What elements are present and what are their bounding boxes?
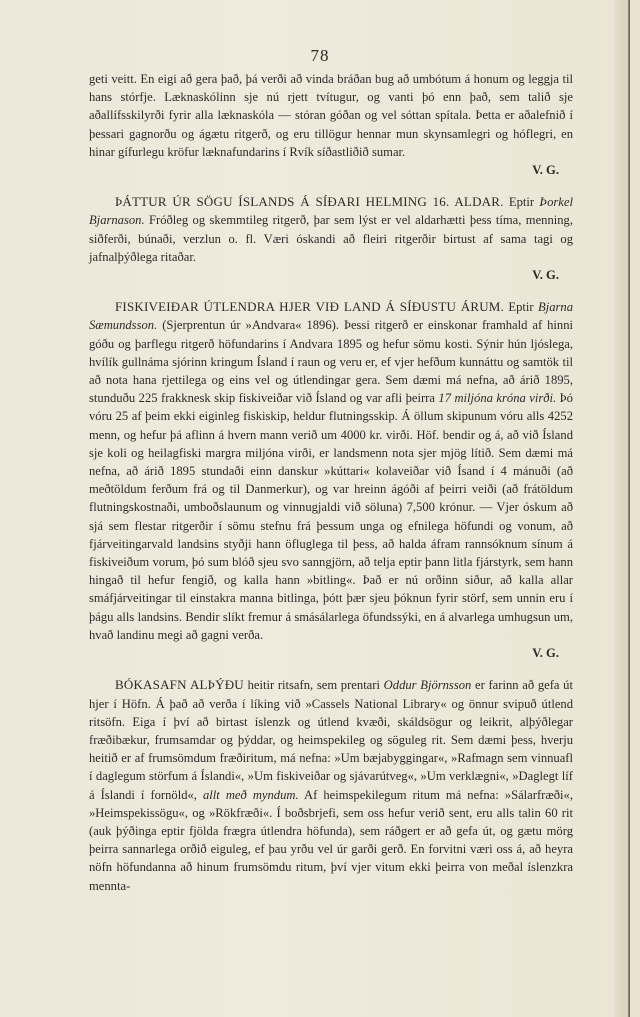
page-number: 78 xyxy=(310,46,330,65)
thattur-eptir: Eptir xyxy=(508,195,535,210)
fiskiveidar-eptir: Eptir xyxy=(508,300,534,315)
bokasafn-text-2: er farinn að gefa út hjer í Höfn. Á það að verða í líking við »Cassels National Library« og önnur svipuð útlend ritsöfn. Eiga í því að birtast íslenzk og útlend kvæði, skáldsögur og leikrit, alþýðlegar fræðibækur, frumsamdar og þýddar, og heimspekileg og söguleg rit. Sem dæmi þess, hverju heitið er af frumsömdum fræðiritum, má nefna: »Um bæjabyggingar«, »Rafmagn sem vinnuafl í daglegum störfum á Íslandi«, »Um fiskiveiðar og sjávarútveg«, »Um verklægni«, »Daglegt líf á Íslandi í fornöld«, xyxy=(89,678,573,802)
continuation-paragraph xyxy=(89,70,573,179)
thattur-signature: V. G. xyxy=(532,268,559,283)
continuation-text: geti veitt. En eigi að gera það, þá verði að vinda bráðan bug að umbótum á honum og leggja til hans stórfje. Læknaskólinn sje nú rjett tvítugur, og vanti þó enn það, sem talið sje aðallífsskilyrði fyrir alla læknaskóla — stóran góðan og vel sóttan spítala. Þetta er aðalefnið í þessari gagnorðu og ágætu ritgerð, og eru tillögur hennar mun skynsamlegri og hóflegri, en hinar gífurlegu kröfur læknafundarins í Rvík síðastliðið sumar. xyxy=(89,72,573,159)
page-content xyxy=(89,70,573,895)
thattur-author: Þorkel Bjarnason. xyxy=(89,195,573,228)
fiskiveidar-text-2: Þó vóru 25 af þeim ekki eiginleg fiskiskip, heldur flutningsskip. Á öllum skipunum vóru alls 4252 menn, og hefur þá aflinn á hvern mann verið um 4000 kr. virði. Höf. bendir og á, að við Ísland sje koli og heilagfiski margra miljóna virði, er landsmenn nota sjer mjög lítið. Sem dæmi má nefna, að árið 1895 stundaði einn danskur »kúttari« kolaveiðar við Ísand í 4 mánuði (að meðtöldum ferðum frá og til Danmerkur), og var hreinn ágóði af þeirri veiði (að frátöldum flutningskostnaði, umboðslaunum og vinnugjaldi við söluna) 7,500 krónur. — Vjer óskum að sjá sem flestar ritgerðir í sömu stefnu frá þessum unga og efnilega höfundi og vonum, að fjárveitingarvald landsins styðji hann öfluglega til þess, að halda áfram rannsóknum sínum á fiskiveiðum vorum, þó sum blóð sjeu svo sanngjörn, að telja eptir þann litla fjárstyrk, sem hann hingað til hefur fengið, og kalla hann »bitling«. Það er nú orðinn siður, að kalla allar smáfjárveitingar til einstakra manna bitlinga, þótt þær sjeu þóknun fyrir störf, sem unnin eru í þágu alls landsins. Bendir slíkt fremur á smásálarlega öfundssýki, en á alvarlega umhugsun um, hvað landinu megi að gagni verða. xyxy=(89,391,573,642)
fiskiveidar-review xyxy=(89,298,573,662)
fiskiveidar-emphasis: 17 miljóna króna virði. xyxy=(438,391,557,406)
bokasafn-printer: Oddur Björnsson xyxy=(383,678,472,693)
bokasafn-emphasis: allt með myndum. xyxy=(203,787,299,802)
thattur-title: ÞÁTTUR ÚR SÖGU ÍSLANDS Á SÍÐARI HELMING 16. ALDAR. xyxy=(115,194,504,210)
thattur-text: Fróðleg og skemmtileg ritgerð, þar sem lýst er vel aldarhætti þess tíma, menning, siðferði, búnaði, verzlun o. fl. Væri óskandi að fleiri ritgerðir birtust af sama tagi og jafnalþýðlega ritaðar. xyxy=(89,213,573,264)
page-gutter xyxy=(614,0,640,1017)
bokasafn-text-3: Af heimspekilegum ritum má nefna: »Sálarfræði«, »Heimspekissögu«, og »Rökfræði«. Í boðsbrjefi, sem oss hefur verið sent, eru alls talin 60 rit (auk þýðinga eptir fjölda frægra útlendra höfunda), sem ráðgert er að gefa út, og gætu mörg þeirra sannarlega orðið eiguleg, ef þau yrðu vel úr garði gerð. En forvitni væri oss á, að heyra nöfn höfundanna að hinum frumsömdu ritum, því vjer vitum ekki þeirra von meðal íslenzkra mennta- xyxy=(89,787,573,893)
bokasafn-text-1: heitir ritsafn, sem prentari xyxy=(247,678,380,693)
bokasafn-review xyxy=(89,676,573,894)
fiskiveidar-author: Bjarna Sæmundsson. xyxy=(89,300,573,333)
fiskiveidar-text-1: (Sjerprentun úr »Andvara« 1896). Þessi ritgerð er einskonar framhald af hinni góðu og þarflegu ritgerð höfundarins í Andvara 1895 og hefur sömu kosti. Sýnir hún ljóslega, hvílík gullnáma sjórinn kringum Ísland í raun og veru er, ef vjer hefðum kunnáttu og samtök til að nota hana rjettilega og eins vel og útlendingar gera. Sem dæmi má nefna, að árið 1895, stunduðu 225 frakknesk skip fiskiveiðar við Ísland og var afli þeirra xyxy=(89,318,574,406)
bokasafn-title: BÓKASAFN ALÞÝÐU xyxy=(115,677,244,693)
thattur-review xyxy=(89,193,573,284)
fiskiveidar-title: FISKIVEIÐAR ÚTLENDRA HJER VIÐ LAND Á SÍÐUSTU ÁRUM. xyxy=(115,299,505,315)
continuation-signature: V. G. xyxy=(532,163,559,178)
fiskiveidar-signature: V. G. xyxy=(532,646,559,661)
